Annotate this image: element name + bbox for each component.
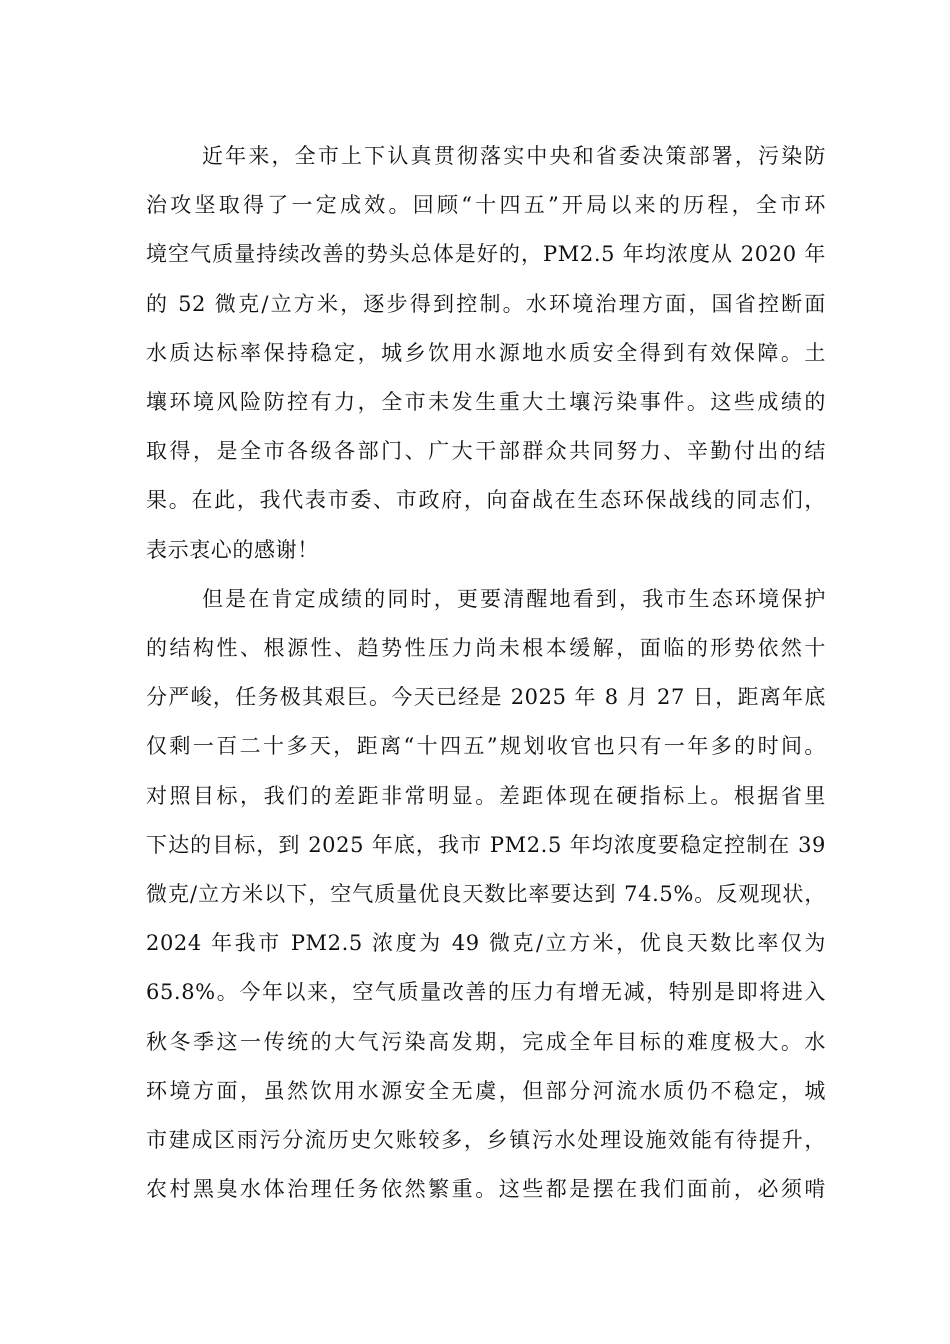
paragraph-1-line-8: 果。在此，我代表市委、市政府，向奋战在生态环保战线的同志们， <box>146 488 826 513</box>
paragraph-1-line-2: 治攻坚取得了一定成效。回顾“十四五”开局以来的历程，全市环 <box>146 193 826 218</box>
paragraph-2-line-11: 环境方面，虽然饮用水源安全无虞，但部分河流水质仍不稳定，城 <box>146 1078 826 1103</box>
paragraph-2-line-8: 2024 年我市 PM2.5 浓度为 49 微克/立方米，优良天数比率仅为 <box>146 931 826 956</box>
paragraph-1-line-5: 水质达标率保持稳定，城乡饮用水源地水质安全得到有效保障。土 <box>146 340 826 365</box>
paragraph-2-line-12: 市建成区雨污分流历史欠账较多，乡镇污水处理设施效能有待提升， <box>146 1128 826 1153</box>
paragraph-1-line-7: 取得，是全市各级各部门、广大干部群众共同努力、辛勤付出的结 <box>146 439 826 464</box>
document-body <box>146 132 826 1214</box>
paragraph-1-line-3: 境空气质量持续改善的势头总体是好的，PM2.5 年均浓度从 2020 年 <box>146 242 826 267</box>
paragraph-2-line-7: 微克/立方米以下，空气质量优良天数比率要达到 74.5%。反观现状， <box>146 882 826 907</box>
paragraph-2-line-3: 分严峻，任务极其艰巨。今天已经是 2025 年 8 月 27 日，距离年底 <box>146 685 826 710</box>
paragraph-2-line-10: 秋冬季这一传统的大气污染高发期，完成全年目标的难度极大。水 <box>146 1029 826 1054</box>
paragraph-2-line-1: 但是在肯定成绩的同时，更要清醒地看到，我市生态环境保护 <box>202 586 826 611</box>
paragraph-2-line-13: 农村黑臭水体治理任务依然繁重。这些都是摆在我们面前，必须啃 <box>146 1177 826 1202</box>
paragraph-2-line-2: 的结构性、根源性、趋势性压力尚未根本缓解，面临的形势依然十 <box>146 636 826 661</box>
paragraph-1-line-4: 的 52 微克/立方米，逐步得到控制。水环境治理方面，国省控断面 <box>146 291 826 316</box>
paragraph-1-line-1: 近年来，全市上下认真贯彻落实中央和省委决策部署，污染防 <box>202 144 826 168</box>
paragraph-1-line-6: 壤环境风险防控有力，全市未发生重大土壤污染事件。这些成绩的 <box>146 390 826 415</box>
paragraph-2-line-4: 仅剩一百二十多天，距离“十四五”规划收官也只有一年多的时间。 <box>146 734 826 759</box>
paragraph-1-line-9: 表示衷心的感谢！ <box>146 537 319 562</box>
paragraph-2-line-6: 下达的目标，到 2025 年底，我市 PM2.5 年均浓度要稳定控制在 39 <box>146 832 826 857</box>
paragraph-2-line-9: 65.8%。今年以来，空气质量改善的压力有增无减，特别是即将进入 <box>146 980 826 1005</box>
paragraph-2-line-5: 对照目标，我们的差距非常明显。差距体现在硬指标上。根据省里 <box>146 783 826 808</box>
